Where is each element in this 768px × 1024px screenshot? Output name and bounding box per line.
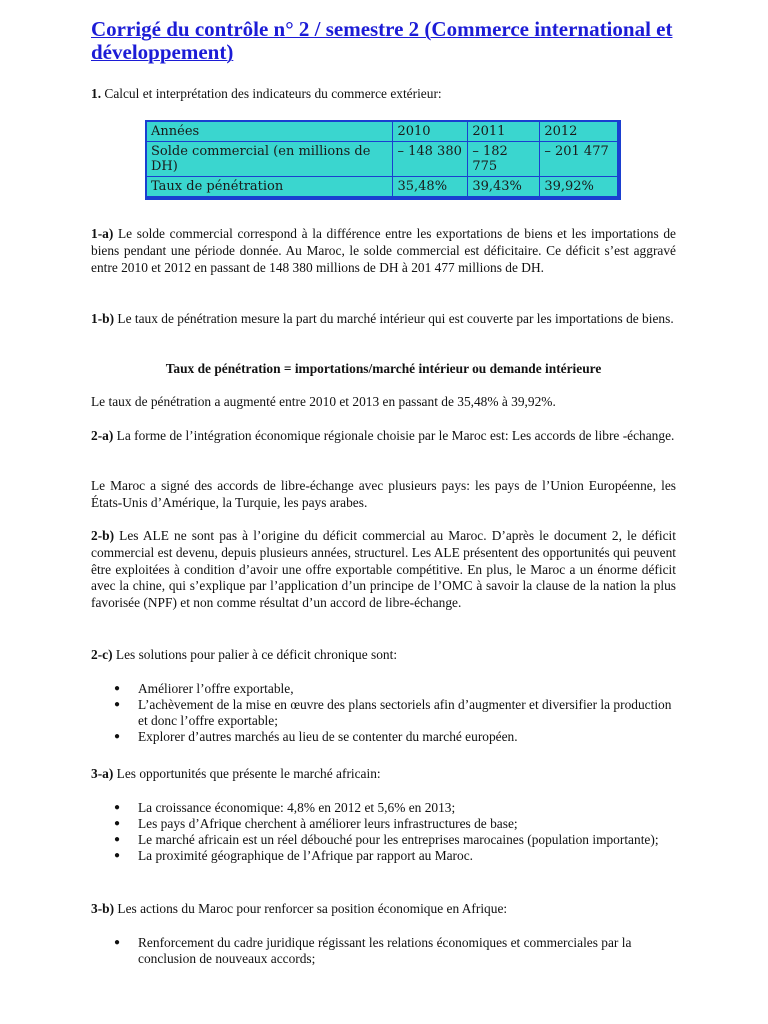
table-row [146, 177, 619, 199]
list-item: ● La croissance économique: 4,8% en 2012 et 5,6% en 2013; [114, 800, 456, 815]
answer-1b-conclusion: Le taux de pénétration a augmenté entre 2010 et 2013 en passant de 35,48% à 39,92%. [91, 394, 556, 409]
formula: Taux de pénétration = importations/marché intérieur ou demande intérieure [165, 361, 602, 376]
list-3b [91, 935, 676, 967]
answer-3b [91, 901, 676, 918]
table-cell: 35,48% [393, 177, 468, 199]
bullet-icon: ● [114, 731, 121, 742]
answer-text: Les solutions pour palier à ce déficit chronique sont: [112, 647, 398, 662]
table-cell: Taux de pénétration [146, 177, 393, 199]
answer-2b [91, 528, 676, 612]
question-1 [91, 86, 676, 103]
bullet-icon: ● [114, 937, 121, 948]
table-cell: 2012 [540, 121, 619, 142]
indicators-table [145, 120, 621, 200]
answer-label: 1-a) [91, 226, 114, 241]
answer-text: Les opportunités que présente le marché africain: [113, 766, 381, 781]
answer-label: 2-c) [91, 647, 113, 662]
list-item: ● L’achèvement de la mise en œuvre des plans sectoriels afin d’augmenter et diversifier la production et donc l’offre exportable; [114, 697, 672, 728]
table-cell: 2010 [393, 121, 468, 142]
table-cell: – 201 477 [540, 142, 619, 177]
answer-text: Les actions du Maroc pour renforcer sa position économique en Afrique: [114, 901, 508, 916]
answer-text: Le taux de pénétration mesure la part du marché intérieur qui est couverte par les importations de biens. [114, 311, 674, 326]
answer-2a-detail: Le Maroc a signé des accords de libre-échange avec plusieurs pays: les pays de l’Union Européenne, les États-Unis d’Amérique, la Turquie, les pays arabes. [91, 478, 676, 510]
answer-3a [91, 766, 676, 783]
table-row [146, 142, 619, 177]
table-cell: Solde commercial (en millions de DH) [146, 142, 393, 177]
answer-text: Le solde commercial correspond à la différence entre les exportations de biens et les importations de biens pendant une période donnée. Au Maroc, le solde commercial est déficitaire. Ce déficit s’est aggravé entre 2010 et 2012 en passant de 148 380 millions de DH à 201 477 millions de DH. [91, 226, 676, 275]
list-item: ● Les pays d’Afrique cherchent à améliorer leurs infrastructures de base; [114, 816, 518, 831]
list-item: ● Explorer d’autres marchés au lieu de se contenter du marché européen. [114, 729, 518, 744]
table-cell: 39,43% [468, 177, 540, 199]
list-item: ● Améliorer l’offre exportable, [114, 681, 294, 696]
bullet-icon: ● [114, 802, 121, 813]
bullet-icon: ● [114, 850, 121, 861]
bullet-icon: ● [114, 699, 121, 710]
list-item: ● Renforcement du cadre juridique régissant les relations économiques et commerciales par la conclusion de nouveaux accords; [114, 935, 632, 966]
table-cell: – 182 775 [468, 142, 540, 177]
answer-2a [91, 428, 676, 445]
table-row [146, 121, 619, 142]
q1-number: 1. [91, 86, 102, 101]
answer-label: 2-a) [91, 428, 114, 443]
list-item: ● Le marché africain est un réel débouché pour les entreprises marocaines (population importante); [114, 832, 659, 847]
bullet-icon: ● [114, 683, 121, 694]
document-title: Corrigé du contrôle n° 2 / semestre 2 (Commerce international et développement) [91, 17, 673, 64]
bullet-icon: ● [114, 818, 121, 829]
bullet-icon: ● [114, 834, 121, 845]
table-cell: – 148 380 [393, 142, 468, 177]
table-cell: Années [146, 121, 393, 142]
answer-1a [91, 226, 676, 276]
q1-text: Calcul et interprétation des indicateurs du commerce extérieur: [101, 86, 442, 101]
list-item: ● La proximité géographique de l’Afrique par rapport au Maroc. [114, 848, 474, 863]
answer-label: 2-b) [91, 528, 115, 543]
answer-label: 3-a) [91, 766, 114, 781]
answer-label: 3-b) [91, 901, 115, 916]
answer-2c [91, 647, 676, 664]
table-cell: 2011 [468, 121, 540, 142]
answer-text: La forme de l’intégration économique régionale choisie par le Maroc est: Les accords de libre -échange. [113, 428, 675, 443]
answer-text: Les ALE ne sont pas à l’origine du déficit commercial au Maroc. D’après le document 2, le déficit commercial est devenu, depuis plusieurs années, structurel. Les ALE présentent des opportunités qui peuvent être exploitées à condition d’avoir une offre exportable compétitive. En plus, le Maroc a un énorme déficit avec la chine, qui s’explique par l’application d’un principe de l’OMC à savoir la clause de la nation la plus favorisée (NPF) et non comme résultat d’un accord de libre-échange. [91, 528, 676, 611]
answer-1b [91, 311, 676, 328]
list-2c [91, 681, 676, 745]
answer-label: 1-b) [91, 311, 115, 326]
list-3a [91, 800, 676, 864]
table-cell: 39,92% [540, 177, 619, 199]
